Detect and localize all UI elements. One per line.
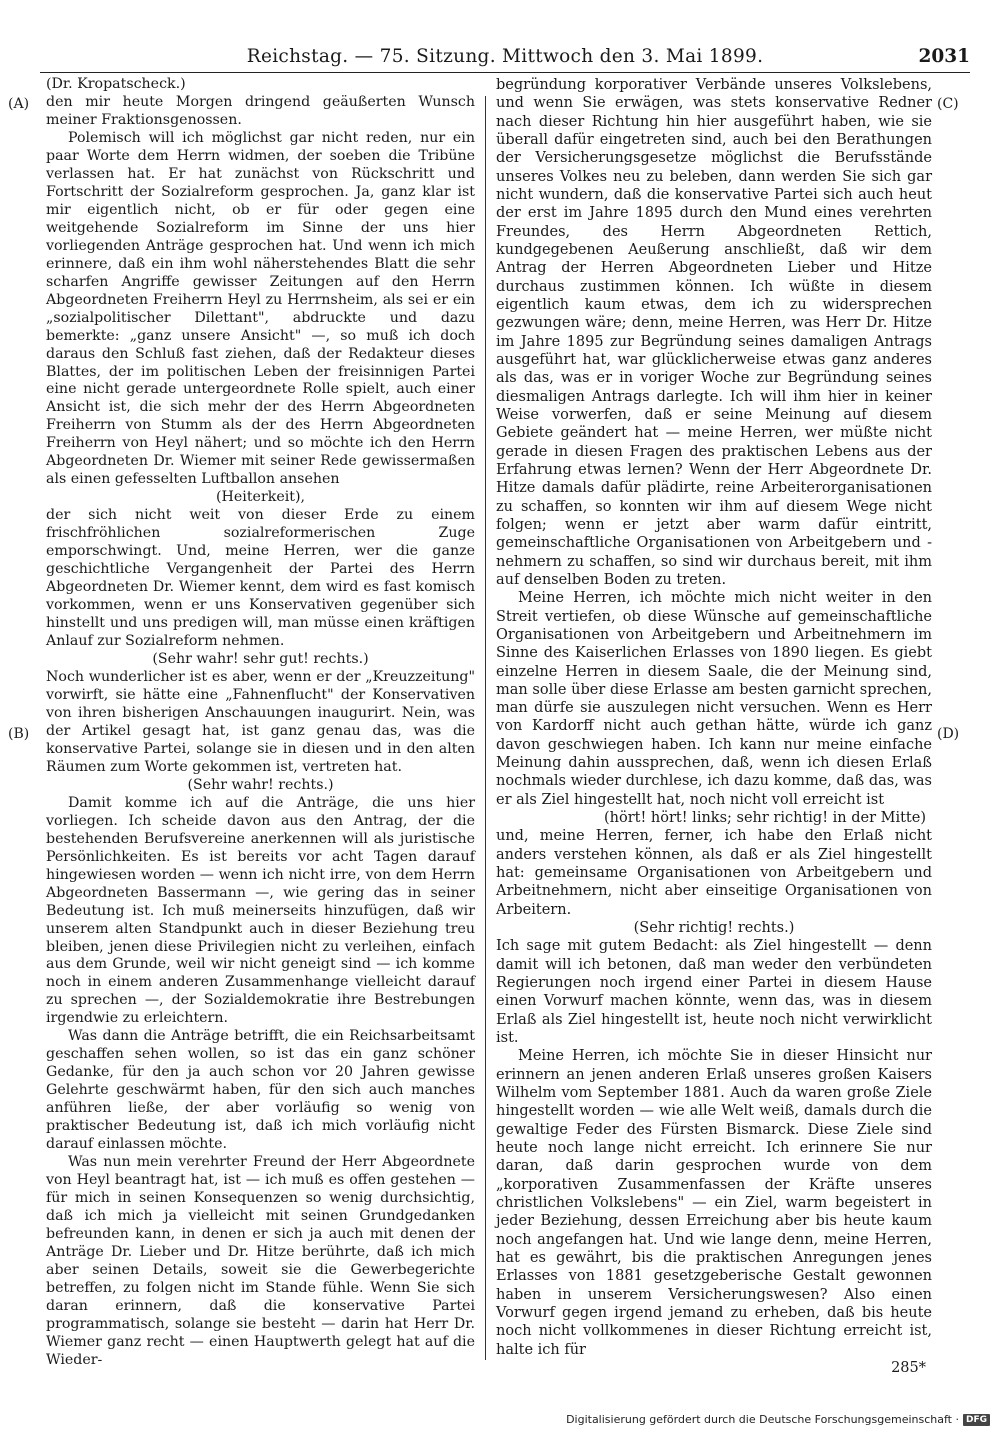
- left-column: [46, 76, 475, 1370]
- footer-credit: Digitalisierung gefördert durch die Deutsche Forschungsgemeinschaft ·: [566, 1413, 959, 1426]
- paragraph: den mir heute Morgen dringend geäußerten Wunsch meiner Fraktionsgenossen.: [46, 93, 475, 128]
- paragraph: Meine Herren, ich möchte mich nicht weiter in den Streit vertiefen, ob diese Wünsche auf gemeinschaftliche Organisationen von Arbeitgebern und Arbeitnehmern im Sinne des Kaiserlichen Erlasses von 1890 liegen. Es giebt einzelne Herren in diesem Saale, die der Meinung sind, man solle über diese Erlasse am besten garnicht sprechen, man dürfe sie auszulegen nicht versuchen. Wenn es Herr von Kardorff nicht auch gethan hätte, würde ich ganz davon geschwiegen haben. Ich kann nur meine einfache Meinung dahin aussprechen, daß, wenn ich diesen Erlaß nochmals wieder durchlese, ich dazu komme, daß das, was er als Ziel hingestellt hat, noch nicht voll erreicht ist: [496, 590, 932, 808]
- column-divider: [485, 96, 486, 1360]
- paragraph: (Sehr richtig! rechts.): [633, 920, 795, 937]
- paragraph: der sich nicht weit von dieser Erde zu einem frischfröhlichen sozialreformerischen Zuge emporschwingt. Und, meine Herren, wer die ganze geschichtliche Vergangenheit der Partei des Herrn Abgeordneten Dr. Wiemer kennt, dem wird es fast komisch vorkommen, wenn er uns Konservativen gegenüber sich hinstellt und uns predigen will, man müsse einen kräftigen Anlauf zur Sozialreform nehmen.: [46, 507, 475, 650]
- paragraph: Ich sage mit gutem Bedacht: als Ziel hingestellt — denn damit will ich betonen, daß man weder den verbündeten Regierungen noch irgend einer Partei in diesem Hause einen Vorwurf machen könnte, wenn das, was in diesem Erlaß als Ziel hingestellt ist, heute noch nicht verwirklicht ist.: [496, 938, 932, 1047]
- paragraph: Meine Herren, ich möchte Sie in dieser Hinsicht nur erinnern an jenen anderen Erlaß unseres großen Kaisers Wilhelm vom September 1881. Auch da waren große Ziele hingestellt worden — wie alle Welt weiß, damals durch die gewaltige Feder des Fürsten Bismarck. Diese Ziele sind heute noch lange nicht erreicht. Ich erinnere Sie nur daran, daß darin gesprochen wurde von dem „korporativen Zusammenfassen der Kräfte unseres christlichen Volkslebens" — ein Ziel, warm begeistert in jeder Beziehung, dessen Erreichung aber bis heute kaum noch angefangen hat. Und wie lange denn, meine Herren, hat es gewährt, bis die praktischen Anregungen jenes Erlasses von 1881 gesetzgeberische Gestalt gewonnen haben in unserem Versicherungswesen? Also einen Vorwurf gegen irgend jemand zu erheben, daß bis heute noch nicht vollkommenes in dieser Richtung erreicht ist, halte ich für: [496, 1048, 932, 1358]
- paragraph: begründung korporativer Verbände unseres Volkslebens, und wenn Sie erwägen, was stets konservative Redner nach dieser Richtung hin hier ausgeführt haben, wie sie überall dafür eingetreten sind, auch bei den Berathungen der Versicherungsgesetze möglichst die Berufsstände unseres Volkes neu zu beleben, dann werden Sie sich gar nicht wundern, daß die konservative Partei sich auch heut der erst im Jahre 1895 durch den Mund eines verehrten Freundes, des Herrn Abgeordneten Rettich, kundgegebenen Aeußerung anschließt, daß wir dem Antrag der Herren Abgeordneten Lieber und Hitze durchaus zustimmen können. Ich wüßte in diesem eigentlich kaum etwas, dem ich zu widersprechen gezwungen wäre; denn, meine Herren, was Herr Dr. Hitze im Jahre 1895 zur Begründung seines damaligen Antrags ausgeführt hat, war glücklicherweise etwas ganz anderes als das, was er in voriger Woche zur Begründung seines diesmaligen Antrags darlegte. Ich will ihm hier in keiner Weise vorwerfen, daß er seine Meinung auf diesem Gebiete geändert hat — meine Herren, wer müßte nicht gerade in diesen Fragen des praktischen Lebens aus der Erfahrung etwas lernen? Wenn der Herr Abgeordnete Dr. Hitze damals dafür plädirte, reine Arbeiterorganisationen zu schaffen, so konnten wir ihm auf diesem Wege nicht folgen; wenn er jetzt aber warm dafür eintritt, gemeinschaftliche Organisationen von Arbeitgebern und -nehmern zu schaffen, so sind wir durchaus bereit, mit ihm auf denselben Boden zu treten.: [496, 77, 932, 588]
- paragraph: Noch wunderlicher ist es aber, wenn er der „Kreuzzeitung" vorwirft, sie hätte eine „Fahnenflucht" der Konservativen von ihren bisherigen Anschauungen inaugurirt. Nein, was der Artikel gesagt hat, ist ganz genau das, was die konservative Partei, solange sie in diesen und in den alten Räumen zum Worte gekommen ist, vertreten hat.: [46, 668, 475, 775]
- paragraph: (Sehr wahr! sehr gut! rechts.): [152, 651, 369, 667]
- paragraph: Polemisch will ich möglichst gar nicht reden, nur ein paar Worte dem Herrn widmen, der soeben die Tribüne verlassen hat. Er hat zunächst von Rückschritt und Fortschritt der Sozialreform gesprochen. Ja, ganz klar ist mir eigentlich nicht, ob er für oder gegen eine weitgehende Sozialreform im Sinne der uns hier vorliegenden Anträge gesprochen hat. Und wenn ich mich erinnere, daß ein ihm wohl näherstehendes Blatt die sehr scharfen Angriffe gewisser Zeitungen auf den Herrn Abgeordneten Freiherrn Heyl zu Herrnsheim, als sei er ein „sozialpolitischer Dilettant", abdruckte und dazu bemerkte: „ganz unsere Ansicht" —, so muß ich doch daraus den Schluß fast ziehen, daß der Redakteur dieses Blattes, der im politischen Leben der freisinnigen Partei eine nicht gerade untergeordnete Rolle spielt, auch einer Ansicht ist, die sich mehr der des Herrn Abgeordneten Freiherrn von Stumm als der des Herrn Abgeordneten Freiherrn von Heyl nähert; und so möchte ich den Herrn Abgeordneten Dr. Wiemer mit seiner Rede gewissermaßen als einen gefesselten Luftballon ansehen: [46, 129, 475, 488]
- margin-mark-a: (A): [8, 96, 30, 112]
- paragraph: (Heiterkeit),: [216, 489, 305, 506]
- page-number: 2031: [918, 46, 970, 67]
- running-title: Reichstag. — 75. Sitzung. Mittwoch den 3. Mai 1899.: [246, 46, 764, 67]
- right-column: [496, 76, 932, 1377]
- dfg-logo-icon: DFG: [963, 1414, 990, 1426]
- paragraph: Was dann die Anträge betrifft, die ein Reichsarbeitsamt geschaffen sehen wollen, so ist das ein ganz schöner Gedanke, für den ja auch schon vor 20 Jahren gewisse Gelehrte geschwärmt haben, für den sich auch manches anführen ließe, der aber vorläufig so wenig von praktischer Bedeutung ist, daß ich mich vorläufig nicht darauf einlassen möchte.: [46, 1028, 475, 1153]
- paragraph: 285*: [891, 1359, 926, 1376]
- footer: [566, 1413, 990, 1426]
- paragraph: (hört! hört! links; sehr richtig! in der Mitte): [604, 810, 926, 827]
- paragraph: Damit komme ich auf die Anträge, die uns hier vorliegen. Ich scheide davon aus den Antrag, der die bestehenden Berufsvereine anerkennen will als juristische Persönlichkeiten. Es ist bereits vor acht Tagen darauf hingewiesen worden — wenn ich nicht irre, von dem Herrn Abgeordneten Bassermann —, wie gering das in seiner Bedeutung ist. Ich muß meinerseits hinzufügen, daß wir unserem alten Standpunkt auch in dieser Beziehung treu bleiben, jenen diese Privilegien nicht zu verleihen, einfach aus dem Grunde, weil wir nicht geneigt sind — ich komme noch in einem anderen Zusammenhange vielleicht darauf zu sprechen —, der Sozialdemokratie ihre Bestrebungen irgendwie zu erleichtern.: [46, 794, 475, 1027]
- page-header: [40, 42, 970, 73]
- paragraph: Was nun mein verehrter Freund der Herr Abgeordnete von Heyl beantragt hat, ist — ich muß es offen gestehen — für mich in seinen Konsequenzen so wenig durchsichtig, daß ich mich ja vielleicht mit seinen Grundgedanken befreunden kann, in denen er sich ja auch mit denen der Anträge Dr. Lieber und Dr. Hitze berührte, daß ich mich aber seinen Details, soweit sie die Gewerbegerichte betreffen, zu folgen nicht im Stande fühle. Wenn Sie sich daran erinnern, daß die konservative Partei programmatisch, solange sie besteht — darin hat Herr Dr. Wiemer ganz recht — einen Hauptwerth gelegt hat auf die Wieder-: [46, 1154, 475, 1368]
- margin-mark-c: (C): [937, 96, 959, 112]
- margin-mark-d: (D): [937, 726, 960, 742]
- paragraph: (Sehr wahr! rechts.): [187, 776, 334, 793]
- paragraph: und, meine Herren, ferner, ich habe den Erlaß nicht anders verstehen können, als daß er als Ziel hingestellt hat: gemeinsame Organisationen von Arbeitgebern und Arbeitnehmern, nicht aber einseitige Organisationen von Arbeitern.: [496, 828, 932, 918]
- margin-mark-b: (B): [8, 726, 30, 742]
- paragraph: (Dr. Kropatscheck.): [46, 76, 186, 92]
